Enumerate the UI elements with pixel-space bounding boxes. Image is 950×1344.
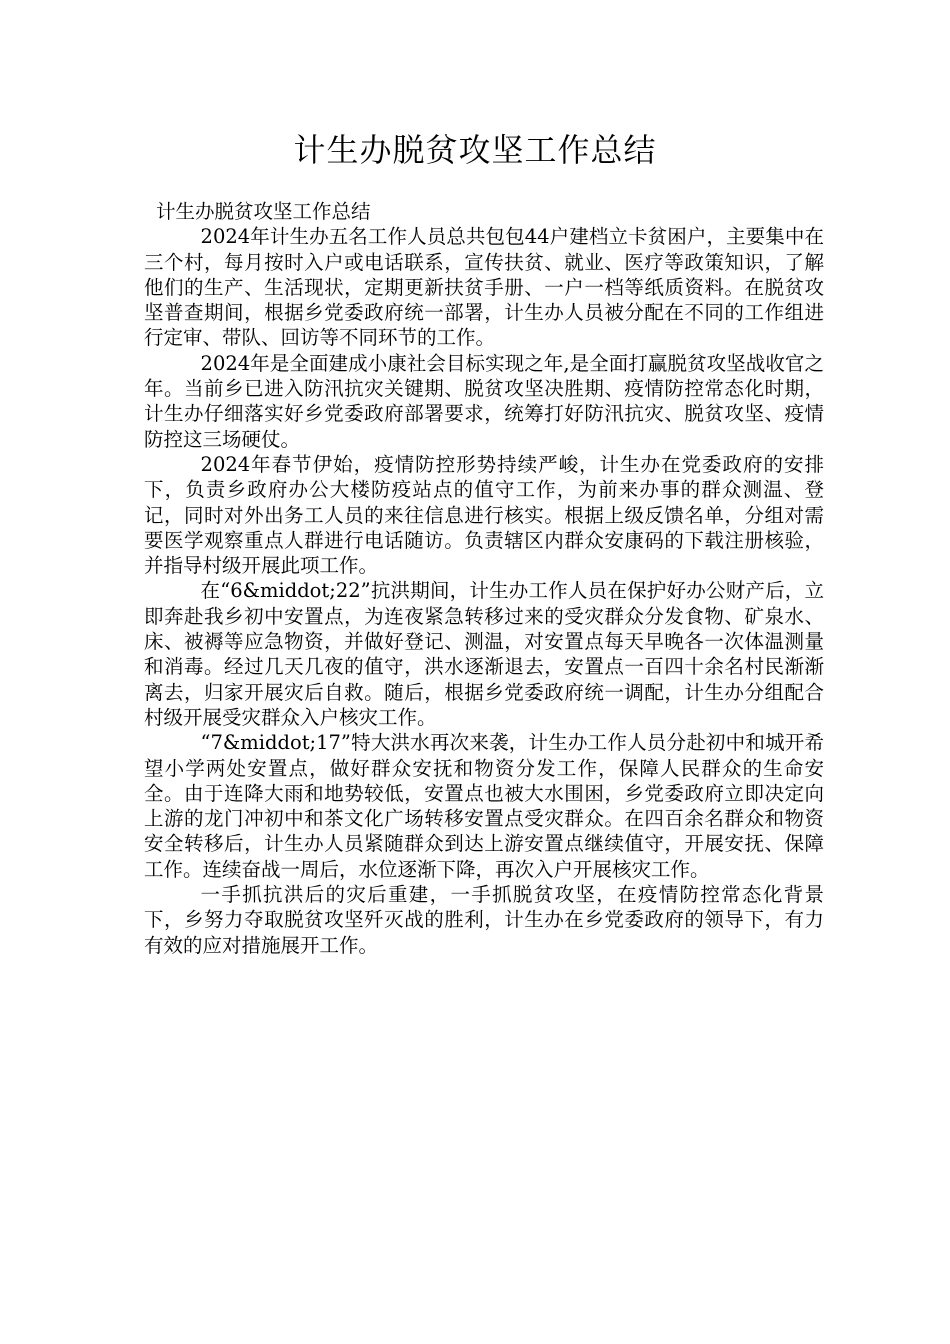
paragraph-6: 一手抓抗洪后的灾后重建，一手抓脱贫攻坚，在疫情防控常态化背景下，乡努力夺取脱贫攻坚歼灭战的胜利，计生办在乡党委政府的领导下，有力有效的应对措施展开工作。 (144, 883, 824, 957)
paragraph-5: “7&middot;17”特大洪水再次来袭，计生办工作人员分赴初中和城开希望小学两处安置点，做好群众安抚和物资分发工作，保障人民群众的生命安全。由于连降大雨和地势较低，安置点也被大水围困，乡党委政府立即决定向上游的龙门冲初中和茶文化广场转移安置点受灾群众。在四百余名群众和物资安全转移后，计生办人员紧随群众到达上游安置点继续值守，开展安抚、保障工作。连续奋战一周后，水位逐渐下降，再次入户开展核灾工作。 (144, 731, 824, 881)
document-body (144, 199, 824, 958)
paragraph-2: 2024年是全面建成小康社会目标实现之年,是全面打赢脱贫攻坚战收官之年。当前乡已进入防汛抗灾关键期、脱贫攻坚决胜期、疫情防控常态化时期，计生办仔细落实好乡党委政府部署要求，统筹打好防汛抗灾、脱贫攻坚、疫情防控这三场硬仗。 (144, 351, 824, 451)
paragraph-1: 2024年计生办五名工作人员总共包包44户建档立卡贫困户，主要集中在三个村，每月按时入户或电话联系，宣传扶贫、就业、医疗等政策知识，了解他们的生产、生活现状，定期更新扶贫手册、一户一档等纸质资料。在脱贫攻坚普查期间，根据乡党委政府统一部署，计生办人员被分配在不同的工作组进行定审、带队、回访等不同环节的工作。 (144, 225, 824, 350)
document-title: 计生办脱贫攻坚工作总结 (293, 131, 657, 169)
document-subtitle: 计生办脱贫攻坚工作总结 (156, 200, 371, 223)
paragraph-3: 2024年春节伊始，疫情防控形势持续严峻，计生办在党委政府的安排下，负责乡政府办公大楼防疫站点的值守工作，为前来办事的群众测温、登记，同时对外出务工人员的来往信息进行核实。根据上级反馈名单，分组对需要医学观察重点人群进行电话随访。负责辖区内群众安康码的下载注册核验，并指导村级开展此项工作。 (144, 452, 824, 578)
paragraph-4: 在“6&middot;22”抗洪期间，计生办工作人员在保护好办公财产后，立即奔赴我乡初中安置点，为连夜紧急转移过来的受灾群众分发食物、矿泉水、床、被褥等应急物资，并做好登记、测温，对安置点每天早晚各一次体温测量和消毒。经过几天几夜的值守，洪水逐渐退去，安置点一百四十余名村民渐渐离去，归家开展灾后自救。随后，根据乡党委政府统一调配，计生办分组配合村级开展受灾群众入户核灾工作。 (144, 579, 824, 729)
